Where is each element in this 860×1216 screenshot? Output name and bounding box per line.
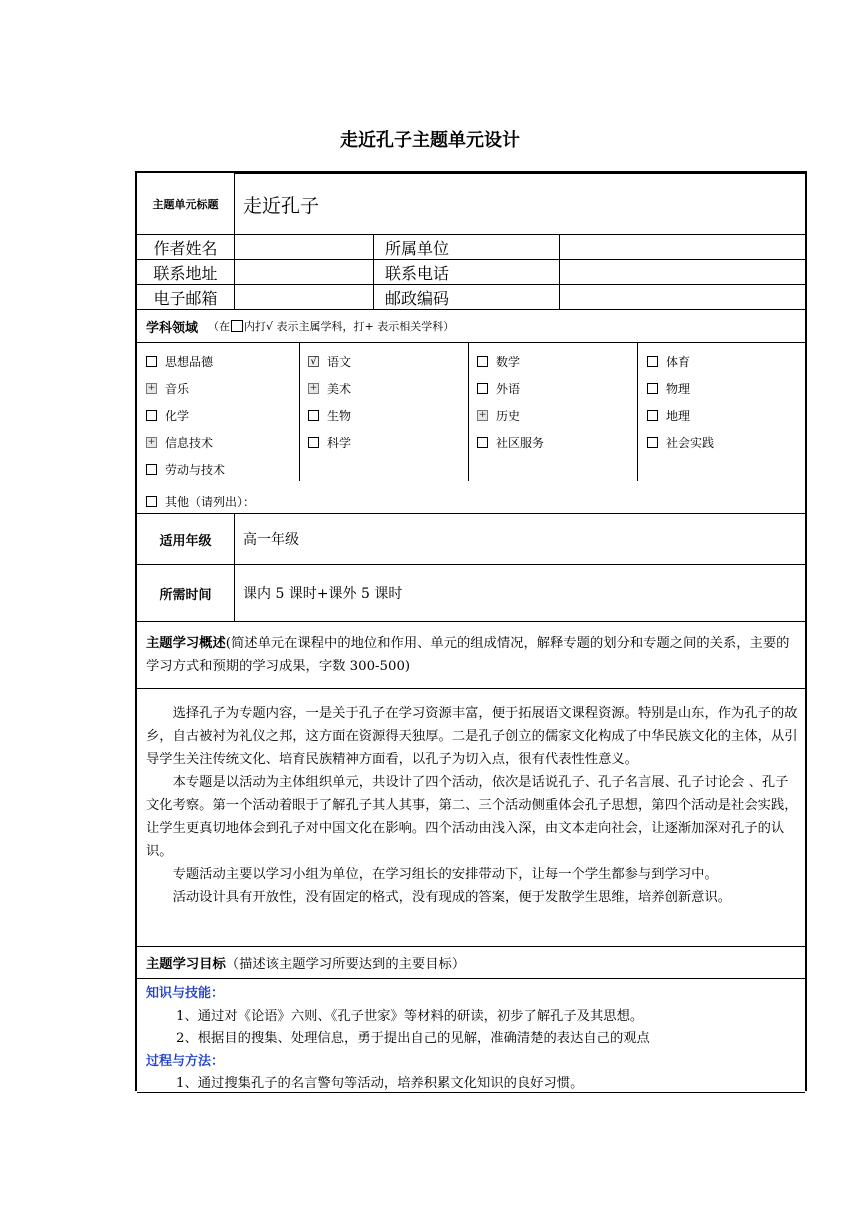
postcode-value[interactable]: [559, 285, 805, 309]
subject-label: 数学: [496, 355, 521, 369]
goal-section-heading: 知识与技能：: [146, 986, 225, 1001]
subject-music[interactable]: [146, 380, 189, 397]
goal-item: 1、通过搜集孔子的名言警句等活动，培养积累文化知识的良好习惯。: [176, 1076, 584, 1091]
checkbox-tick-icon[interactable]: √: [308, 356, 319, 367]
subject-social-practice[interactable]: [647, 434, 714, 451]
subject-area-note-suffix: 内打√ 表示主属学科，打+ 表示相关学科）: [244, 320, 455, 333]
subject-label: 劳动与技术: [165, 463, 226, 477]
subject-label: 地理: [666, 409, 691, 423]
email-label: 电子邮箱: [153, 288, 218, 308]
subject-label: 物理: [666, 382, 691, 396]
unit-title-row: [137, 173, 805, 235]
subject-area-note-prefix: （在: [208, 320, 231, 333]
subject-history[interactable]: [477, 407, 520, 424]
goals-text: [146, 983, 800, 1096]
info-row-address: [137, 260, 805, 285]
subject-label: 化学: [165, 409, 190, 423]
checkbox-icon[interactable]: [308, 437, 319, 448]
subject-label: 音乐: [165, 382, 190, 396]
subject-label: 信息技术: [165, 436, 214, 450]
column-divider: [468, 343, 469, 481]
checkbox-icon[interactable]: [477, 383, 488, 394]
checkbox-plus-icon[interactable]: +: [147, 383, 156, 393]
checkbox-icon[interactable]: [647, 410, 658, 421]
subject-physics[interactable]: [647, 380, 690, 397]
overview-text: [146, 702, 800, 909]
checkbox-plus-icon[interactable]: +: [309, 383, 318, 393]
grade-label: 适用年级: [159, 533, 212, 549]
subject-area-header: [137, 310, 805, 343]
subject-it[interactable]: [146, 434, 213, 451]
subject-label: 科学: [327, 436, 352, 450]
subject-community-service[interactable]: [477, 434, 544, 451]
postcode-label: 邮政编码: [373, 285, 559, 309]
subject-moral[interactable]: [146, 353, 213, 370]
subject-foreign-language[interactable]: [477, 380, 520, 397]
checkbox-icon[interactable]: [308, 410, 319, 421]
subject-label: 社区服务: [496, 436, 545, 450]
phone-value[interactable]: [559, 260, 805, 284]
unit-title-label: 主题单元标题: [152, 197, 219, 211]
subject-math[interactable]: [477, 353, 520, 370]
subject-label: 历史: [496, 409, 521, 423]
checkbox-icon[interactable]: [477, 356, 488, 367]
subject-pe[interactable]: [647, 353, 690, 370]
subject-label: 外语: [496, 382, 521, 396]
subject-label: 语文: [327, 355, 352, 369]
goals-body: [137, 979, 805, 1093]
subject-other[interactable]: [146, 493, 255, 510]
address-value[interactable]: [234, 260, 373, 284]
goals-hint: （描述该主题学习所要达到的主要目标）: [225, 957, 466, 972]
overview-heading: [146, 632, 800, 678]
overview-paragraph: 本专题是以活动为主体组织单元，共设计了四个活动，依次是话说孔子、孔子名言展、孔子讨论会 、孔子文化考察。第一个活动着眼于了解孔子其人其事，第二、三个活动侧重体会孔子思想，第四个活动是社会实践，让学生更真切地体会到孔子对中国文化在影响。四个活动由浅入深，由文本走向社会，让逐渐加深对孔子的认识。: [146, 775, 798, 859]
checkbox-icon[interactable]: [477, 437, 488, 448]
time-row: [137, 565, 805, 622]
overview-label: 主题学习概述: [146, 636, 226, 651]
info-row-author: [137, 235, 805, 260]
goals-label: 主题学习目标: [146, 957, 226, 972]
affiliation-label: 所属单位: [373, 235, 559, 259]
overview-paragraph: 专题活动主要以学习小组为单位，在学习组长的安排带动下，让每一个学生都参与到学习中。: [172, 867, 718, 882]
email-value[interactable]: [234, 285, 373, 309]
grade-row: [137, 514, 805, 565]
time-label: 所需时间: [159, 587, 212, 603]
checkbox-plus-icon[interactable]: +: [478, 410, 487, 420]
overview-paragraph: 选择孔子为专题内容，一是关于孔子在学习资源丰富，便于拓展语文课程资源。特别是山东，作为孔子的故乡，自古被衬为礼仪之邦，这方面在资源得天独厚。二是孔子创立的儒家文化构成了中华民族文化的主体，从引导学生关注传统文化、培育民族精神方面看，以孔子为切入点，很有代表性性意义。: [146, 706, 798, 767]
subject-label: 其他（请列出）：: [165, 495, 256, 509]
address-label: 联系地址: [153, 263, 218, 283]
subject-label: 生物: [327, 409, 352, 423]
example-checkbox-icon: [231, 320, 243, 332]
subject-biology[interactable]: [308, 407, 351, 424]
subject-label: 思想品德: [165, 355, 214, 369]
subject-label: 体育: [666, 355, 691, 369]
goals-heading: [146, 947, 796, 978]
subject-art[interactable]: [308, 380, 351, 397]
subject-chinese[interactable]: [308, 353, 351, 370]
phone-label: 联系电话: [373, 260, 559, 284]
checkbox-plus-icon[interactable]: +: [147, 437, 156, 447]
subject-geography[interactable]: [647, 407, 690, 424]
time-value[interactable]: 课内 5 课时+课外 5 课时: [234, 565, 805, 621]
design-form: [135, 171, 807, 1091]
grade-value[interactable]: 高一年级: [234, 514, 805, 564]
subject-science[interactable]: [308, 434, 351, 451]
document-title: 走近孔子主题单元设计: [340, 130, 520, 151]
overview-paragraph: 活动设计具有开放性，没有固定的格式，没有现成的答案，便于发散学生思维，培养创新意识。: [172, 890, 732, 905]
affiliation-value[interactable]: [559, 235, 805, 259]
goal-item: 1、通过对《论语》六则、《孔子世家》等材料的研读，初步了解孔子及其思想。: [176, 1008, 644, 1024]
info-row-email: [137, 285, 805, 310]
author-name-label: 作者姓名: [153, 238, 218, 258]
column-divider: [637, 343, 638, 481]
subject-grid: [137, 343, 805, 514]
subject-area-heading: [137, 310, 805, 342]
author-name-value[interactable]: [234, 235, 373, 259]
checkbox-icon[interactable]: [647, 437, 658, 448]
goal-section-heading: 过程与方法：: [146, 1053, 225, 1069]
subject-label: 社会实践: [666, 436, 715, 450]
overview-header: [137, 622, 805, 689]
checkbox-icon[interactable]: [146, 356, 157, 367]
subject-chemistry[interactable]: [146, 407, 189, 424]
checkbox-icon[interactable]: [146, 496, 157, 507]
checkbox-icon[interactable]: [647, 356, 658, 367]
goals-bottom-rule: [137, 1092, 805, 1093]
subject-label: 美术: [327, 382, 352, 396]
column-divider: [299, 343, 300, 481]
unit-title-value[interactable]: 走近孔子: [234, 173, 805, 234]
subject-labor[interactable]: [146, 461, 225, 478]
goal-item: 2、根据目的搜集、处理信息，勇于提出自己的见解，准确清楚的表达自己的观点: [176, 1031, 650, 1046]
subject-area-label: 学科领域: [146, 320, 199, 336]
overview-hint: (简述单元在课程中的地位和作用、单元的组成情况，解释专题的划分和专题之间的关系，主要的学习方式和预期的学习成果，字数 300-500): [146, 636, 790, 674]
checkbox-icon[interactable]: [146, 464, 157, 475]
overview-body: [137, 689, 805, 947]
goals-header: [137, 947, 805, 979]
checkbox-icon[interactable]: [647, 383, 658, 394]
checkbox-icon[interactable]: [146, 410, 157, 421]
